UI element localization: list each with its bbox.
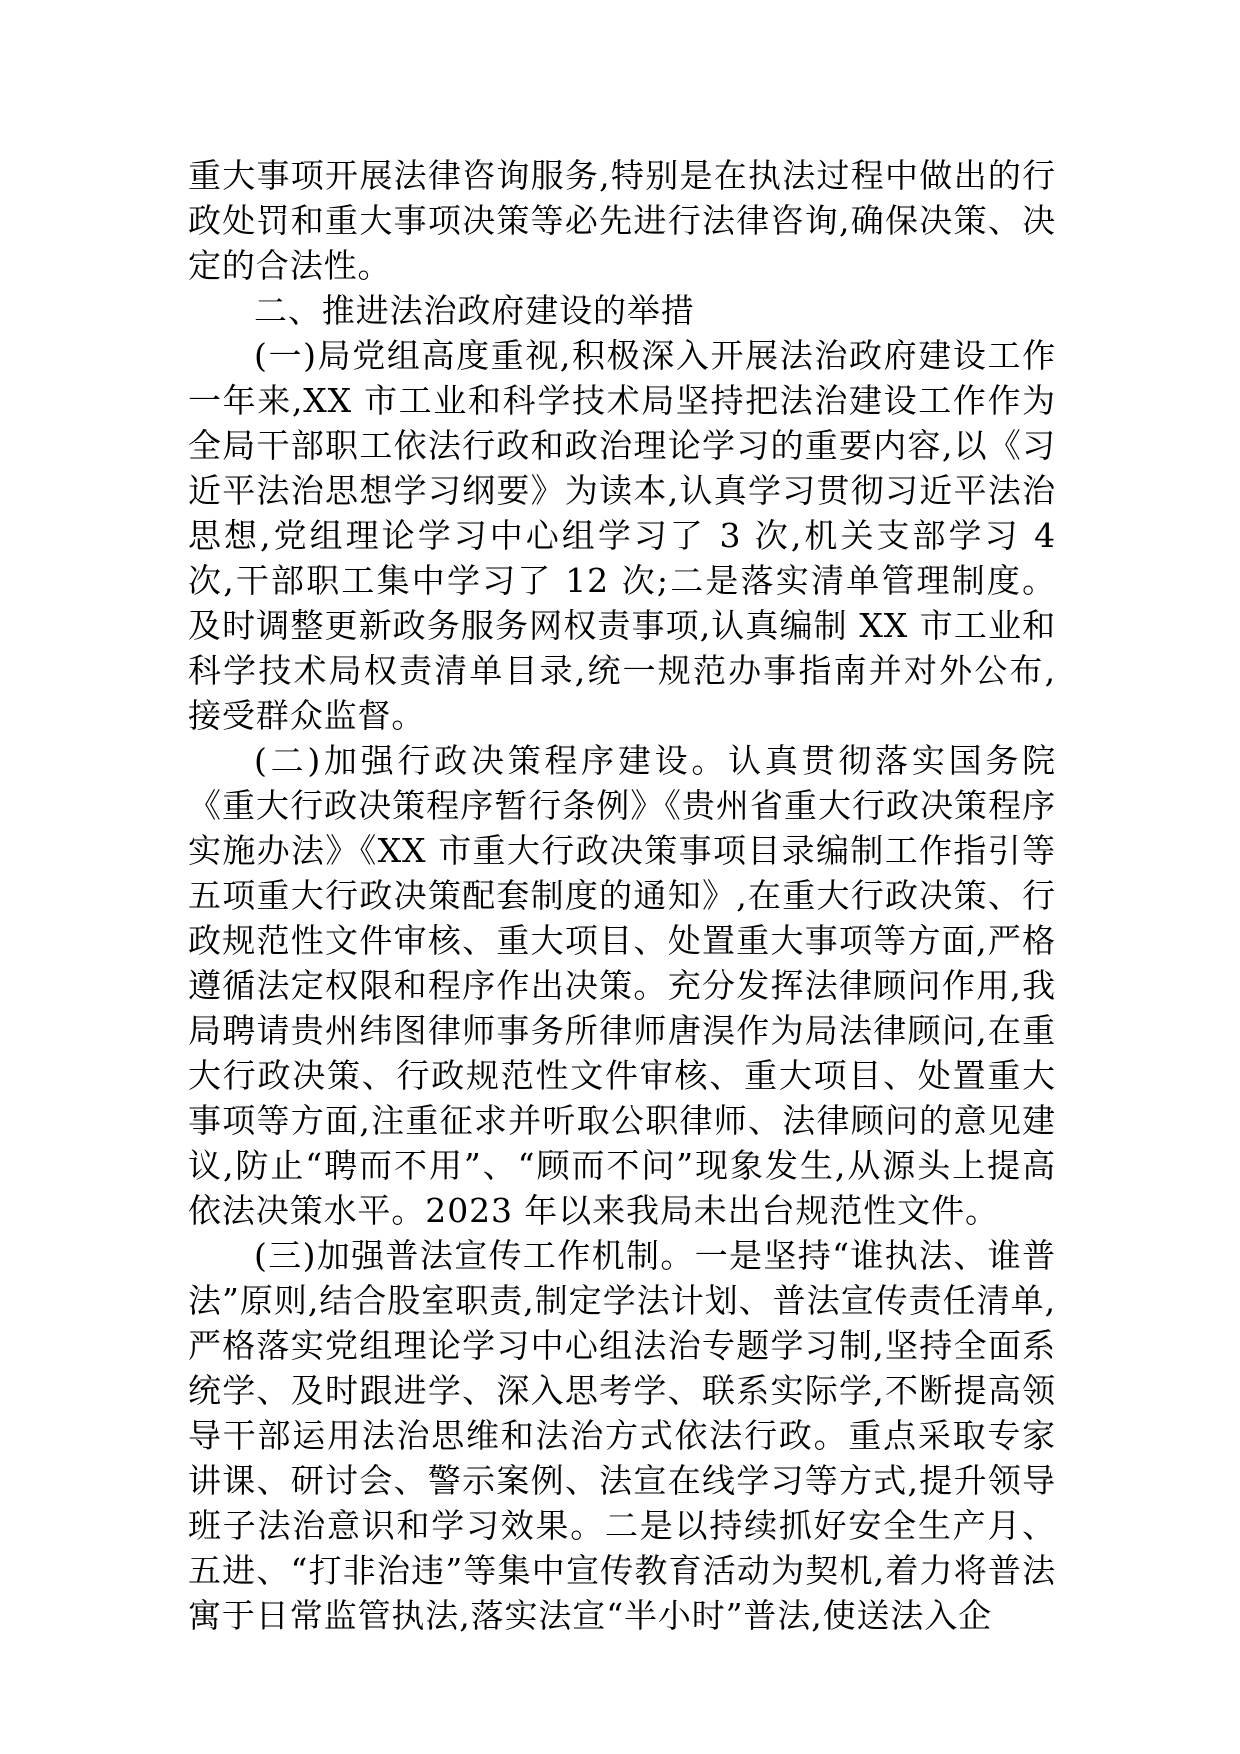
paragraph-rule-of-law-work: (一)局党组高度重视,积极深入开展法治政府建设工作一年来,XX 市工业和科学技术局坚持把法治建设工作作为全局干部职工依法行政和政治理论学习的重要内容,以《习近平法治思想学习纲要》为读本,认真学习贯彻习近平法治思想,党组理论学习中心组学习了 3 次,机关支部学习 4 次,干部职工集中学习了 12 次;二是落实清单管理制度。及时调整更新政务服务网权责事项,认真编制 XX 市工业和科学技术局权责清单目录,统一规范办事指南并对外公布,接受群众监督。 bbox=[188, 336, 1056, 735]
section-heading: 二、推进法治政府建设的举措 bbox=[254, 291, 695, 330]
paragraph-continued: 重大事项开展法律咨询服务,特别是在执法过程中做出的行政处罚和重大事项决策等必先进行法律咨询,确保决策、决定的合法性。 bbox=[188, 156, 1056, 285]
paragraph-decision-procedure: (二)加强行政决策程序建设。认真贯彻落实国务院《重大行政决策程序暂行条例》《贵州省重大行政决策程序实施办法》《XX 市重大行政决策事项目录编制工作指引等五项重大行政决策配套制度的通知》,在重大行政决策、行政规范性文件审核、重大项目、处置重大事项等方面,严格遵循法定权限和程序作出决策。充分发挥法律顾问作用,我局聘请贵州纬图律师事务所律师唐淏作为局法律顾问,在重大行政决策、行政规范性文件审核、重大项目、处置重大事项等方面,注重征求并听取公职律师、法律顾问的意见建议,防止“聘而不用”、“顾而不问”现象发生,从源头上提高依法决策水平。2023 年以来我局未出台规范性文件。 bbox=[188, 741, 1056, 1230]
document-body bbox=[188, 153, 1056, 1638]
paragraph-legal-publicity: (三)加强普法宣传工作机制。一是坚持“谁执法、谁普法”原则,结合股室职责,制定学法计划、普法宣传责任清单,严格落实党组理论学习中心组法治专题学习制,坚持全面系统学、及时跟进学、深入思考学、联系实际学,不断提高领导干部运用法治思维和法治方式依法行政。重点采取专家讲课、研讨会、警示案例、法宣在线学习等方式,提升领导班子法治意识和学习效果。二是以持续抓好安全生产月、五进、“打非治违”等集中宣传教育活动为契机,着力将普法寓于日常监管执法,落实法宣“半小时”普法,使送法入企 bbox=[188, 1236, 1056, 1635]
